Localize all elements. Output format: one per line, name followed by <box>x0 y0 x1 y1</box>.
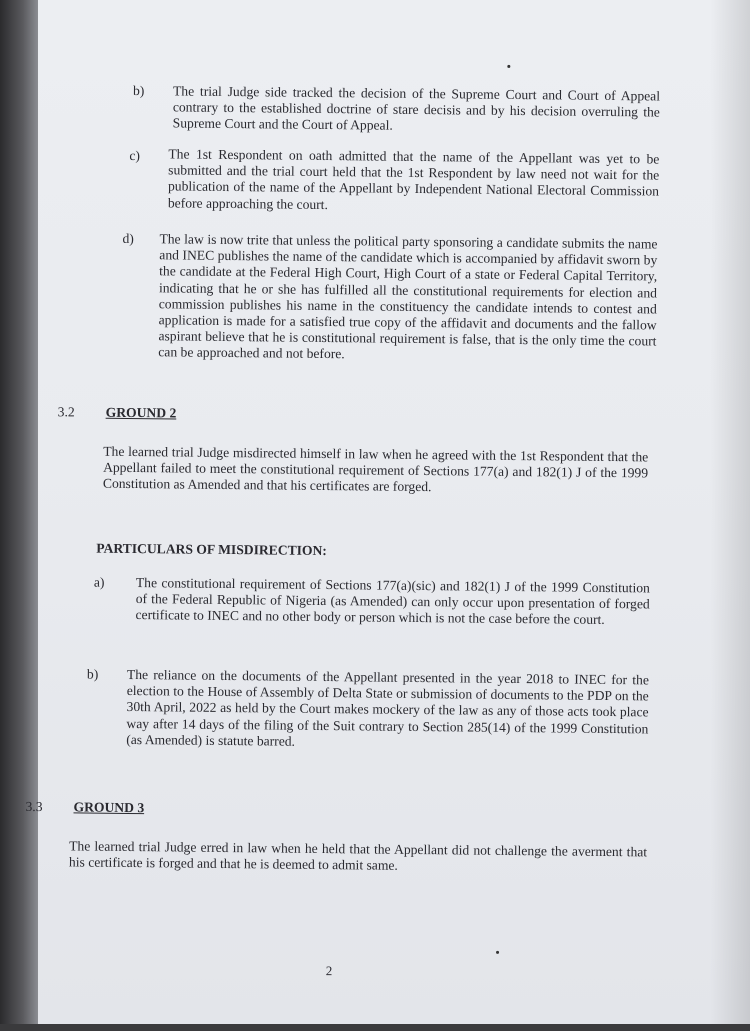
ground-3-heading: GROUND 3 <box>73 799 145 816</box>
ink-dot <box>507 65 510 68</box>
section-number-3-2: 3.2 <box>57 404 75 420</box>
document-page <box>25 0 750 1024</box>
item-label-c: c) <box>129 147 141 164</box>
ground-2-heading: GROUND 2 <box>105 404 177 421</box>
item-label-a: a) <box>93 574 105 590</box>
item-label-b2: b) <box>86 666 99 682</box>
item-text-d: The law is now trite that unless the political party sponsoring a candidate submits the name and INEC publishes the name of the candidate which is accompanied by affidavit sworn by the candidate at the Federal High Court, High Court of a state or Federal Capital Territory, indicating that he or she has fulfilled all the constitutional requirements for election and commission publishes his name in the constituency the candidate intends to contest and application is made for a satisfied true copy of the affidavit and documents and the fallow aspirant believe that he is constitutional requirement is false, that is the only time the court can be approached and not before. <box>158 231 658 362</box>
ground-3-text: The learned trial Judge erred in law when he held that the Appellant did not challenge the averment that his certificate is forged and that he is deemed to admit same. <box>68 838 648 874</box>
page-content <box>27 0 750 1031</box>
page-number: 2 <box>325 963 333 979</box>
item-text-b2: The reliance on the documents of the Appellant presented in the year 2018 to INEC for the election to the House of Assembly of Delta State or submission of documents to the PDP on the 30th April, 2022 as held by the Court makes mockery of the law as any of those acts took place way after 14 days of the filing of the Suit contrary to Section 285(14) of the 1999 Constitution (as Amended) is statute barred. <box>126 666 649 749</box>
particulars-heading: PARTICULARS OF MISDIRECTION: <box>96 540 327 559</box>
item-text-b: The trial Judge side tracked the decision of the Supreme Court and Court of Appeal contrary to the established doctrine of stare decisis and by his decision overruling the Supreme Court and the Court of Appeal. <box>172 83 661 134</box>
item-text-a: The constitutional requirement of Sections 177(a)(sic) and 182(1) J of the 1999 Constitution of the Federal Republic of Nigeria (as Amended) can only occur upon presentation of forged certificate to INEC and no other body or person which is not the case before the court. <box>135 575 650 628</box>
ink-dot <box>496 951 499 954</box>
item-label-d: d) <box>122 230 134 247</box>
page-shadow <box>710 0 750 1024</box>
ground-2-text: The learned trial Judge misdirected himself in law when he agreed with the 1st Respondent that the Appellant failed to meet the constitutional requirement of Sections 177(a) and 182(1) J of the 1999 Constitution as Amended and that his certificates are forged. <box>102 443 649 495</box>
section-number-3-3: 3.3 <box>25 798 43 815</box>
item-text-c: The 1st Respondent on oath admitted that the name of the Appellant was yet to be submitted and the trial court held that the 1st Respondent by law need not wait for the publication of the name of the Appellant by Independent National Electoral Commission before approaching the court. <box>167 146 660 212</box>
item-label-b: b) <box>132 83 145 99</box>
